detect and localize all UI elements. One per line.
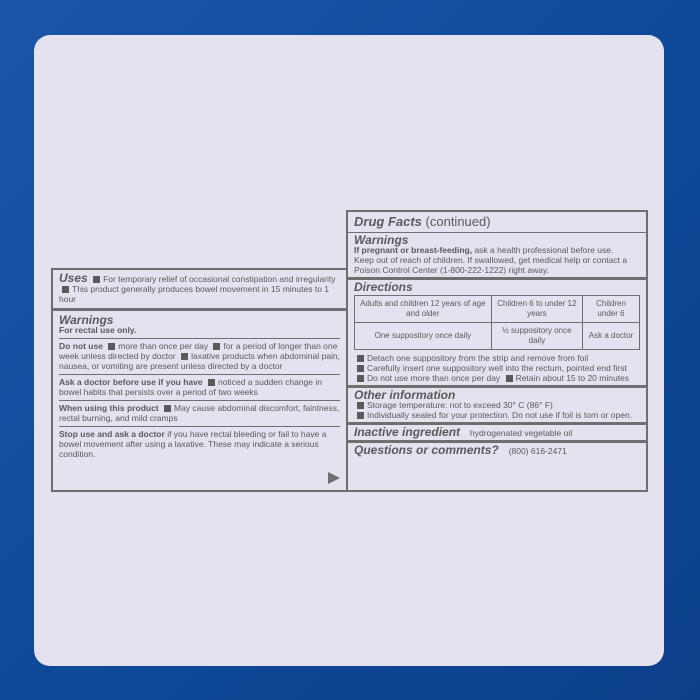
direction-3: Do not use more than once per day bbox=[367, 373, 501, 383]
bullet-icon bbox=[357, 402, 364, 409]
table-cell: Adults and children 12 years of age and older bbox=[355, 296, 492, 323]
keep-out-text: Keep out of reach of children. If swallowed, get medical help or contact a Poison Control Center (1-800-222-1222) right away. bbox=[354, 255, 628, 275]
table-cell: Children 6 to under 12 years bbox=[491, 296, 582, 323]
table-cell: Children under 6 bbox=[583, 296, 640, 323]
questions-phone: (800) 616-2471 bbox=[508, 446, 567, 456]
table-cell: ½ suppository once daily bbox=[491, 323, 582, 350]
ask-doctor-text: noticed a sudden change in bowel habits that persists over a period of two weeks bbox=[59, 377, 322, 397]
title-continued: (continued) bbox=[425, 214, 491, 229]
inactive-section bbox=[348, 425, 646, 443]
inactive-text: hydrogenated vegetable oil bbox=[470, 428, 573, 438]
bullet-icon bbox=[208, 379, 215, 386]
drug-facts-left-panel bbox=[51, 268, 348, 492]
table-cell: One suppository once daily bbox=[355, 323, 492, 350]
ask-doctor-label: Ask a doctor before use if you have bbox=[59, 377, 203, 387]
stop-use-para bbox=[59, 427, 340, 462]
uses-text-2: This product generally produces bowel movement in 15 minutes to 1 hour bbox=[59, 284, 330, 304]
questions-section bbox=[348, 443, 646, 458]
table-cell: Ask a doctor bbox=[583, 323, 640, 350]
warnings-heading: Warnings bbox=[59, 313, 114, 327]
drug-facts-title: Drug Facts bbox=[354, 214, 422, 229]
uses-section bbox=[53, 270, 346, 311]
directions-section bbox=[348, 280, 646, 388]
bullet-icon bbox=[357, 365, 364, 372]
stop-use-text: if you have rectal bleeding or fail to have a bowel movement after using a laxative. These may indicate a serious condition. bbox=[59, 429, 327, 459]
bullet-icon bbox=[62, 286, 69, 293]
bullet-icon bbox=[213, 343, 220, 350]
continue-arrow-icon bbox=[328, 472, 340, 484]
when-using-para bbox=[59, 401, 340, 427]
other-info-heading: Other information bbox=[354, 388, 456, 402]
when-using-text: May cause abdominal discomfort, faintness, rectal burning, and mild cramps bbox=[59, 403, 340, 423]
directions-heading: Directions bbox=[354, 280, 413, 294]
do-not-use-1: more than once per day bbox=[118, 341, 209, 351]
bullet-icon bbox=[181, 353, 188, 360]
questions-heading: Questions or comments? bbox=[354, 443, 499, 457]
bullet-icon bbox=[357, 412, 364, 419]
other-info-section bbox=[348, 388, 646, 425]
drug-facts-right-panel bbox=[346, 210, 648, 492]
direction-1: Detach one suppository from the strip and remove from foil bbox=[367, 353, 589, 363]
do-not-use-label: Do not use bbox=[59, 341, 103, 351]
inactive-heading: Inactive ingredient bbox=[354, 425, 461, 439]
other-info-1: Storage temperature: not to exceed 30° C (86° F) bbox=[367, 400, 553, 410]
warnings-section-right bbox=[348, 233, 646, 280]
pregnant-text: ask a health professional before use. bbox=[474, 245, 614, 255]
uses-text-1: For temporary relief of occasional constipation and irregularity bbox=[103, 274, 336, 284]
stop-use-label: Stop use and ask a doctor bbox=[59, 429, 165, 439]
do-not-use-3: laxative products when abdominal pain, nausea, or vomiting are present unless directed by a doctor bbox=[59, 351, 340, 371]
bullet-icon bbox=[93, 276, 100, 283]
dosage-table bbox=[354, 295, 640, 350]
do-not-use-2: for a period of longer than one week unless directed by doctor bbox=[59, 341, 338, 361]
warnings-heading-right: Warnings bbox=[354, 233, 409, 247]
bullet-icon bbox=[506, 375, 513, 382]
table-row bbox=[355, 323, 640, 350]
directions-text bbox=[354, 353, 640, 383]
warnings-header bbox=[59, 313, 340, 339]
rectal-use-text: For rectal use only. bbox=[59, 325, 137, 335]
direction-2: Carefully insert one suppository well into the rectum, pointed end first bbox=[367, 363, 627, 373]
bullet-icon bbox=[164, 405, 171, 412]
bullet-icon bbox=[357, 375, 364, 382]
ask-doctor-para bbox=[59, 375, 340, 401]
bullet-icon bbox=[108, 343, 115, 350]
bullet-icon bbox=[357, 355, 364, 362]
direction-4: Retain about 15 to 20 minutes bbox=[515, 373, 630, 383]
table-header-row bbox=[355, 296, 640, 323]
warnings-section bbox=[53, 311, 346, 464]
when-using-label: When using this product bbox=[59, 403, 159, 413]
do-not-use-para bbox=[59, 339, 340, 375]
title-section bbox=[348, 212, 646, 233]
other-info-2: Individually sealed for your protection. Do not use if foil is torn or open. bbox=[367, 410, 633, 420]
pregnant-label: If pregnant or breast-feeding, bbox=[354, 245, 473, 255]
uses-heading: Uses bbox=[59, 271, 88, 285]
